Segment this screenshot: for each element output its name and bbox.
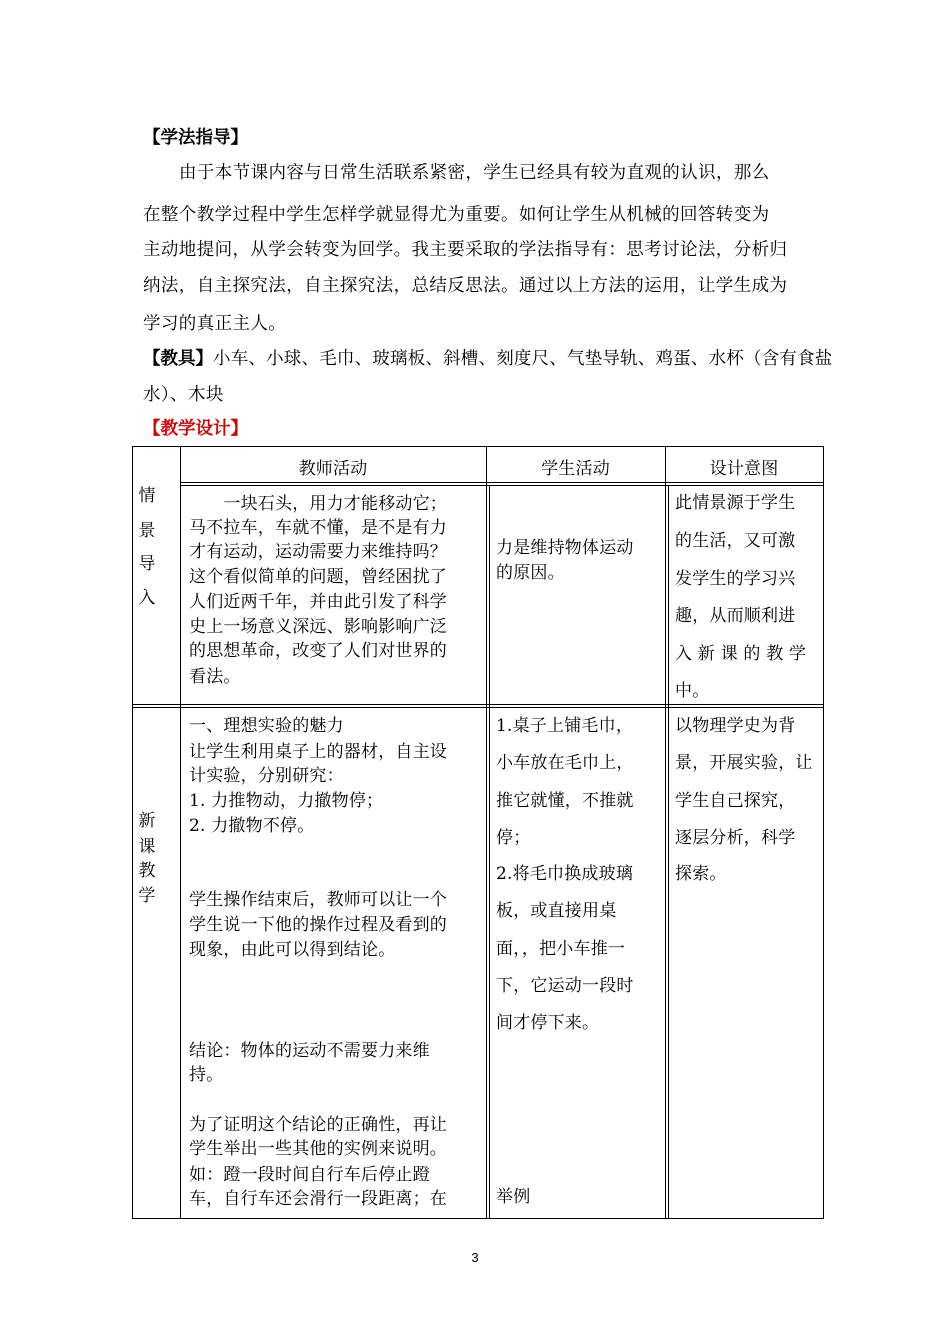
teaching-aids-heading: 【教具】 (143, 349, 213, 369)
cell-line: 看法。 (189, 667, 241, 687)
cell-line: 的生活，又可激 (675, 531, 796, 551)
paragraph-line: 学习的真正主人。 (143, 314, 287, 334)
table-rule (486, 446, 487, 1219)
cell-line: 2. 力撤物不停。 (189, 816, 315, 836)
paragraph-line: 由于本节课内容与日常生活联系紧密，学生已经具有较为直观的认识，那么 (179, 163, 770, 183)
cell-line: 如：蹬一段时间自行车后停止蹬 (189, 1165, 430, 1185)
cell-line: 趣，从而顺利进 (675, 606, 796, 626)
row-label-char: 情 (138, 486, 156, 506)
row-label-char: 新 (138, 811, 156, 831)
row-label-char: 导 (138, 554, 156, 574)
teaching-aids-line: 水）、木块 (143, 385, 224, 405)
cell-line: 车，自行车还会滑行一段距离；在 (189, 1189, 447, 1209)
table-rule (489, 485, 490, 1218)
page-number: 3 (471, 1250, 479, 1265)
cell-line: 发学生的学习兴 (675, 569, 796, 589)
table-header-student: 学生活动 (541, 459, 610, 479)
cell-line: 马不拉车，车就不懂，是不是有力 (189, 518, 447, 538)
cell-line: 景，开展实验，让 (675, 753, 813, 773)
row-label-char: 景 (138, 521, 156, 541)
teaching-aids (143, 345, 833, 370)
cell-line: 为了证明这个结论的正确性，再让 (189, 1115, 447, 1135)
table-border (823, 446, 824, 1219)
cell-line: 持。 (189, 1065, 224, 1085)
cell-line: 学生举出一些其他的实例来说明。 (189, 1139, 447, 1159)
table-rule (180, 485, 824, 486)
row-label-char: 课 (138, 837, 156, 857)
cell-line: 的原因。 (496, 563, 565, 583)
teaching-design-heading: 【教学设计】 (143, 419, 248, 439)
paragraph-line: 纳法，自主探究法，自主探究法，总结反思法。通过以上方法的运用，让学生成为 (143, 276, 788, 296)
cell-line: 间才停下来。 (496, 1013, 600, 1033)
cell-line: 的思想革命，改变了人们对世界的 (189, 641, 447, 661)
cell-line: 停； (496, 828, 531, 848)
table-rule (180, 482, 824, 483)
cell-line: 这个看似简单的问题，曾经困扰了 (189, 567, 447, 587)
cell-line: 以物理学史为背 (675, 716, 796, 736)
cell-line: 小车放在毛巾上， (496, 753, 634, 773)
table-rule (665, 446, 666, 1219)
cell-line: 现象，由此可以得到结论。 (189, 940, 396, 960)
cell-line: 学生自己探究， (675, 791, 796, 811)
table-rule (180, 446, 181, 1219)
row-label-char: 学 (138, 886, 156, 906)
cell-line: 下，它运动一段时 (496, 976, 634, 996)
teaching-aids-line: 小车、小球、毛巾、玻璃板、斜槽、刻度尺、气垫导轨、鸡蛋、水杯（含有食盐 (213, 349, 833, 369)
table-rule (132, 707, 824, 708)
cell-line: 1. 力推物动，力撤物停； (189, 791, 384, 811)
cell-line: 一块石头，用力才能移动它； (189, 494, 447, 514)
cell-line: 板，或直接用桌 (496, 901, 617, 921)
paragraph-line: 在整个教学过程中学生怎样学就显得尤为重要。如何让学生从机械的回答转变为 (143, 205, 770, 225)
row-label-char: 入 (138, 588, 156, 608)
table-rule (132, 704, 824, 705)
cell-line: 学生操作结束后，教师可以让一个 (189, 890, 447, 910)
cell-line: 中。 (675, 681, 710, 701)
cell-line: 结论：物体的运动不需要力来维 (189, 1041, 430, 1061)
cell-line: 一、理想实验的魅力 (189, 716, 344, 736)
cell-line: 入 新 课 的 教 学 (675, 644, 807, 664)
paragraph-line: 主动地提问，从学会转变为回学。我主要采取的学法指导有：思考讨论法，分析归 (143, 240, 788, 260)
cell-line: 2.将毛巾换成玻璃 (496, 864, 634, 884)
table-rule (668, 485, 669, 1218)
row-label-char: 教 (138, 861, 156, 881)
cell-line: 力是维持物体运动 (496, 538, 634, 558)
cell-line: 面，，把小车推一 (496, 939, 626, 959)
table-header-teacher: 教师活动 (298, 459, 368, 479)
cell-line: 此情景源于学生 (675, 493, 796, 513)
student-example: 举例 (496, 1187, 531, 1207)
cell-line: 探索。 (675, 864, 727, 884)
cell-line: 逐层分析，科学 (675, 828, 796, 848)
cell-line: 人们近两千年，并由此引发了科学 (189, 592, 447, 612)
table-border (132, 1218, 824, 1219)
table-header-intent: 设计意图 (709, 459, 779, 479)
cell-line: 让学生利用桌子上的器材，自主设 (189, 742, 447, 762)
study-guidance-heading: 【学法指导】 (143, 128, 248, 148)
cell-line: 计实验，分别研究： (189, 766, 344, 786)
cell-line: 学生说一下他的操作过程及看到的 (189, 915, 447, 935)
cell-line: 才有运动，运动需要力来维持吗？ (189, 542, 447, 562)
cell-line: 1.桌子上铺毛巾， (496, 716, 634, 736)
cell-line: 史上一场意义深远、影响影响广泛 (189, 617, 447, 637)
table-border (132, 446, 824, 447)
cell-line: 推它就懂，不推就 (496, 791, 634, 811)
